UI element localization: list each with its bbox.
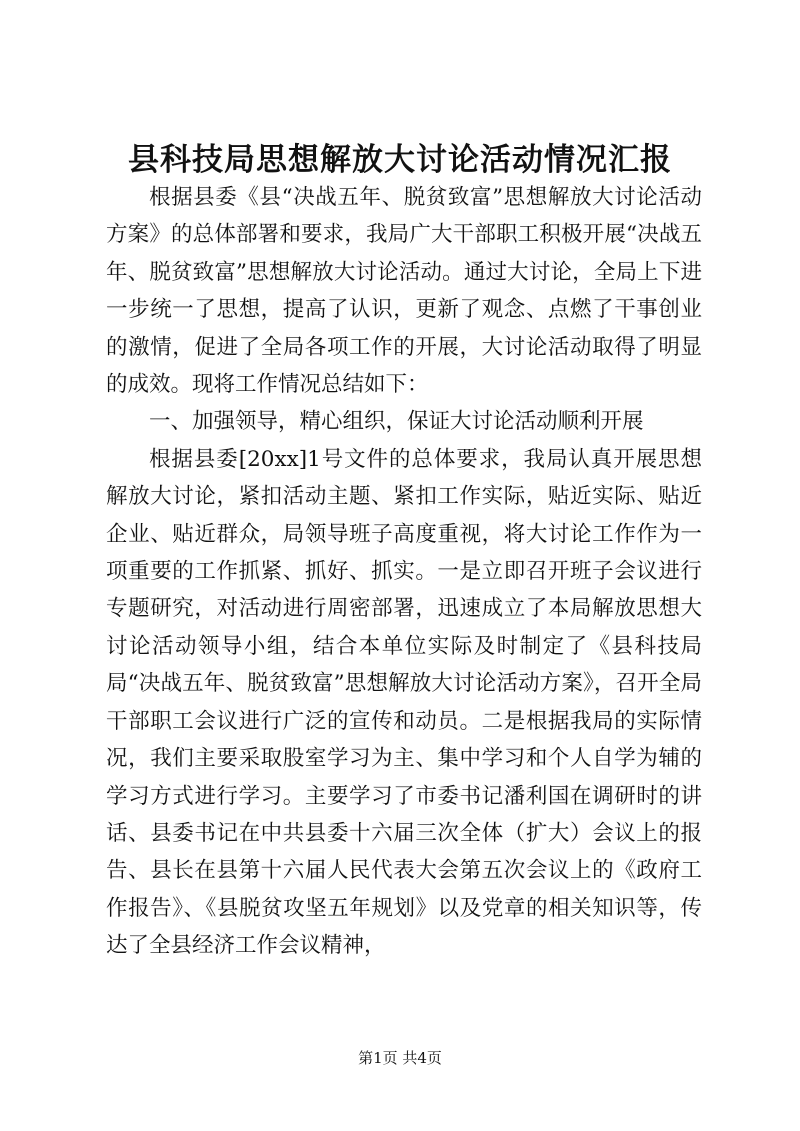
section-heading: 一、加强领导，精心组织，保证大讨论活动顺利开展 xyxy=(149,409,644,435)
document-body xyxy=(106,179,702,965)
intro-paragraph: 根据县委《县“决战五年、脱贫致富”思想解放大讨论活动方案》的总体部署和要求，我局广大干部职工积极开展“决战五年、脱贫致富”思想解放大讨论活动。通过大讨论，全局上下进一步统一了思想，提高了认识，更新了观念、点燃了干事创业的激情，促进了全局各项工作的开展，大讨论活动取得了明显的成效。现将工作情况总结如下： xyxy=(106,185,702,398)
document-title: 县科技局思想解放大讨论活动情况汇报 xyxy=(128,142,672,178)
page-number: 第1页 共4页 xyxy=(358,1049,442,1067)
body-paragraph: 根据县委[20xx]1号文件的总体要求，我局认真开展思想解放大讨论，紧扣活动主题、紧扣工作实际，贴近实际、贴近企业、贴近群众，局领导班子高度重视，将大讨论工作作为一项重要的工作抓紧、抓好、抓实。一是立即召开班子会议进行专题研究，对活动进行周密部署，迅速成立了本局解放思想大讨论活动领导小组，结合本单位实际及时制定了《县科技局局“决战五年、脱贫致富”思想解放大讨论活动方案》，召开全局干部职工会议进行广泛的宣传和动员。二是根据我局的实际情况，我们主要采取股室学习为主、集中学习和个人自学为辅的学习方式进行学习。主要学习了市委书记潘利国在调研时的讲话、县委书记在中共县委十六届三次全体（扩大）会议上的报告、县长在县第十六届人民代表大会第五次会议上的《政府工作报告》、《县脱贫攻坚五年规划》以及党章的相关知识等，传达了全县经济工作会议精神， xyxy=(106,446,702,959)
